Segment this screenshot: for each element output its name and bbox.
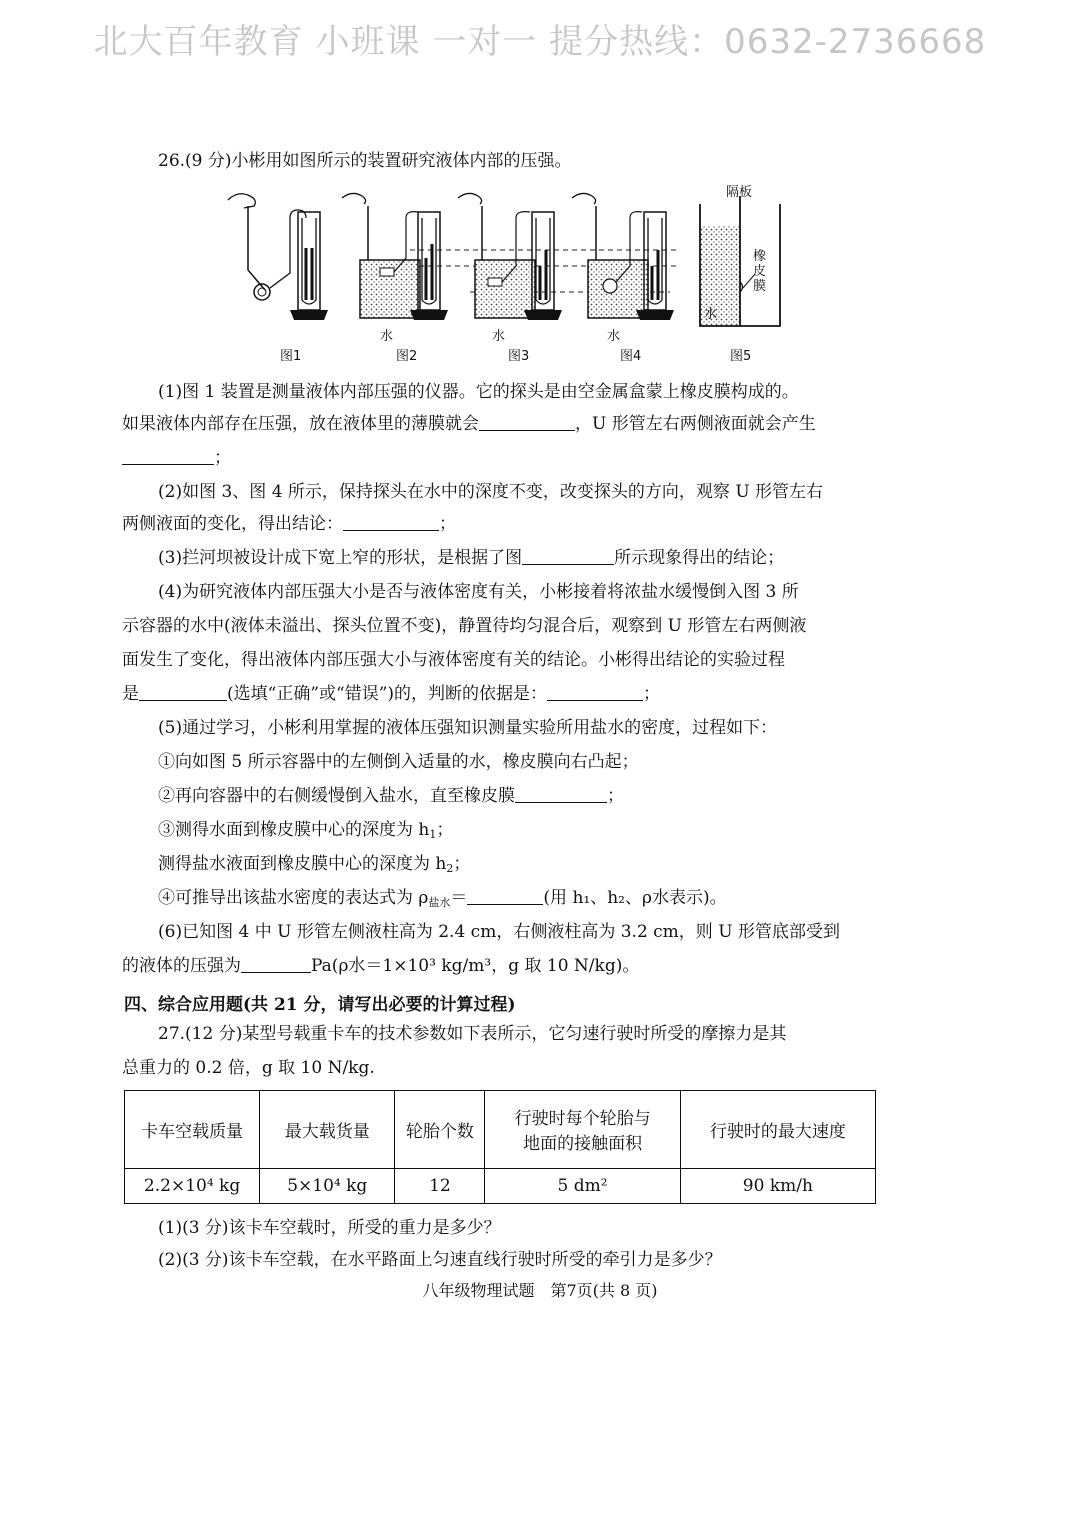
- q26-part4-line3: 面发生了变化，得出液体内部压强大小与液体密度有关的结论。小彬得出结论的实验过程: [122, 650, 785, 670]
- header-max-speed: 行驶时的最大速度: [680, 1091, 875, 1169]
- question-26-title: 26.(9 分)小彬用如图所示的装置研究液体内部的压强。: [158, 151, 572, 171]
- q26-part1-line1: (1)图 1 装置是测量液体内部压强的仪器。它的探头是由空金属盒蒙上橡皮膜构成的。: [158, 382, 799, 402]
- header-max-load: 最大载货量: [260, 1091, 395, 1169]
- q26-part1-line2: 如果液体内部存在压强，放在液体里的薄膜就会 ，U 形管左右两侧液面就会产生: [122, 414, 816, 434]
- figure-3-beaker: [458, 193, 562, 320]
- figure-2-label: 图2: [396, 349, 418, 364]
- experiment-figures: [210, 178, 810, 378]
- watermark: 北大百年教育 小班课 一对一 提分热线：0632-2736668: [93, 22, 987, 62]
- q26-part2-line2: 两侧液面的变化，得出结论： ；: [122, 514, 456, 534]
- q26-part5-step1: ①向如图 5 所示容器中的左侧倒入适量的水，橡皮膜向右凸起；: [158, 752, 639, 772]
- figure-5-label: 图5: [730, 349, 752, 364]
- figure-4-label: 图4: [620, 349, 642, 364]
- figure-4-beaker: [572, 193, 674, 320]
- q26-part5-step4: ④可推导出该盐水密度的表达式为 $\rho_{盐水}=$ (用 h₁、h₂、ρ水表示)。: [158, 888, 727, 909]
- cell-max-speed: 90 km/h: [680, 1168, 875, 1203]
- q26-part5-step3: ③测得水面到橡皮膜中心的深度为 $h_1$；: [158, 820, 454, 841]
- water-label-4: 水: [607, 329, 621, 344]
- q26-part4-line1: (4)为研究液体内部压强大小是否与液体密度有关，小彬接着将浓盐水缓慢倒入图 3 所: [158, 582, 799, 602]
- q26-part6-line1: (6)已知图 4 中 U 形管左侧液柱高为 2.4 cm，右侧液柱高为 3.2 cm，则 U 形管底部受到: [158, 922, 840, 942]
- membrane-label-2: 皮: [753, 264, 767, 279]
- table-header-row: [125, 1091, 876, 1169]
- cell-tire-count: 12: [395, 1168, 485, 1203]
- cell-max-load: 5×10⁴ kg: [260, 1168, 395, 1203]
- q26-part2-line1: (2)如图 3、图 4 所示，保持探头在水中的深度不变，改变探头的方向，观察 U 形管左右: [158, 482, 824, 502]
- question-27-sub1: (1)(3 分)该卡车空载时，所受的重力是多少？: [158, 1218, 501, 1238]
- header-empty-mass: 卡车空载质量: [125, 1091, 260, 1169]
- membrane-label-3: 膜: [753, 279, 767, 294]
- membrane-label-1: 橡: [753, 249, 767, 264]
- figure-1-pressure-gauge: [228, 194, 328, 320]
- q26-part6-line2: 的液体的压强为 Pa(ρ水＝1×10³ kg/m³，g 取 10 N/kg)。: [122, 956, 640, 976]
- question-27-line2: 总重力的 0.2 倍，g 取 10 N/kg.: [122, 1058, 375, 1078]
- q26-part5-line1: (5)通过学习，小彬利用掌握的液体压强知识测量实验所用盐水的密度，过程如下：: [158, 718, 778, 738]
- water-label-3: 水: [492, 329, 506, 344]
- q26-part4-line4: 是 (选填“正确”或“错误”)的，判断的依据是： ；: [122, 684, 661, 704]
- question-27-line1: 27.(12 分)某型号载重卡车的技术参数如下表所示，它匀速行驶时所受的摩擦力是其: [158, 1024, 787, 1044]
- cell-contact-area: 5 dm²: [485, 1168, 680, 1203]
- figure-3-label: 图3: [508, 349, 530, 364]
- cell-empty-mass: 2.2×10⁴ kg: [125, 1168, 260, 1203]
- figure-2-beaker: [342, 193, 448, 320]
- water-label-2: 水: [380, 329, 394, 344]
- partition-label: 隔板: [726, 185, 753, 200]
- table-row: [125, 1168, 876, 1203]
- truck-parameter-table: [124, 1090, 876, 1204]
- q26-part1-line3: ；: [122, 446, 231, 470]
- header-contact-area: 行驶时每个轮胎与 地面的接触面积: [485, 1091, 680, 1169]
- q26-part3: (3)拦河坝被设计成下宽上窄的形状，是根据了图 所示现象得出的结论；: [158, 548, 785, 568]
- q26-part5-step3b: 测得盐水液面到橡皮膜中心的深度为 $h_2$；: [158, 854, 471, 875]
- q26-part4-line2: 示容器的水中(液体未溢出、探头位置不变)，静置待均匀混合后，观察到 U 形管左右两侧液: [122, 616, 807, 636]
- water-label-5: 水: [704, 307, 718, 322]
- page-footer: 八年级物理试题 第7页(共 8 页): [422, 1281, 658, 1300]
- figure-1-label: 图1: [280, 349, 302, 364]
- header-tire-count: 轮胎个数: [395, 1091, 485, 1169]
- question-27-sub2: (2)(3 分)该卡车空载，在水平路面上匀速直线行驶时所受的牵引力是多少？: [158, 1250, 722, 1270]
- section-4-title: 四、综合应用题(共 21 分，请写出必要的计算过程): [124, 995, 516, 1015]
- q26-part5-step2: ②再向容器中的右侧缓慢倒入盐水，直至橡皮膜 ；: [158, 786, 624, 806]
